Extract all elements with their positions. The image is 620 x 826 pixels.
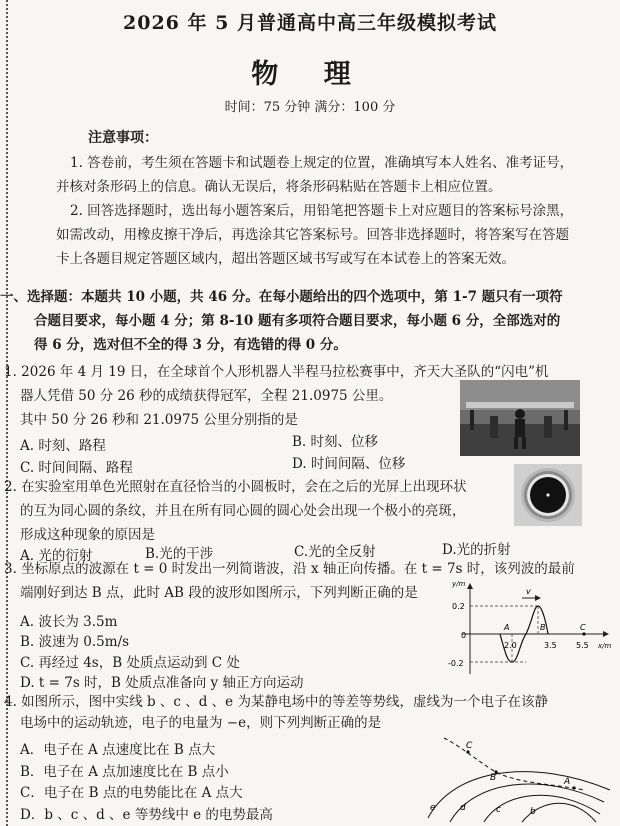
x-tick-label: 5.5 <box>576 641 589 650</box>
notice-heading: 注意事项： <box>88 130 158 146</box>
question-1-text: 1. 2026 年 4 月 19 日，在全球首个人形机器人半程马拉松赛事中，齐天大圣队的“闪电”机 <box>4 364 549 380</box>
y-tick-label: -0.2 <box>448 659 464 668</box>
notice-line: 如需改动，用橡皮擦干净后，再选涂其它答案标号。回答非选择题时，将答案写在答题 <box>56 227 569 243</box>
diffraction-rings-photo <box>514 464 582 526</box>
question-1-option-b[interactable]: B. 时刻、位移 <box>292 434 379 450</box>
question-1-text: 其中 50 分 26 秒和 21.0975 公里分别指的是 <box>20 412 298 428</box>
equipotential-line-e <box>428 772 610 818</box>
point-label: B <box>540 623 546 632</box>
y-axis-label: y/m <box>452 580 466 588</box>
line-label: c <box>496 805 501 815</box>
question-2-text: 2. 在实验室用单色光照射在直径恰当的小圆板时，会在之后的光屏上出现环状 <box>4 479 467 495</box>
question-2-text: 的互为同心圆的条纹，并且在所有同心圆的圆心处会出现一个极小的亮斑， <box>20 503 466 519</box>
time-score: 时间：75 分钟 满分：100 分 <box>224 100 396 115</box>
line-label: d <box>460 803 466 813</box>
point-label: B <box>490 773 497 783</box>
question-2-option-d[interactable]: D.光的折射 <box>442 542 511 558</box>
point-label: A <box>564 777 571 787</box>
equipotential-figure <box>424 728 614 824</box>
question-4-option-a[interactable]: A．电子在 A 点速度比在 B 点大 <box>20 742 216 758</box>
exam-title: 2026 年 5 月普通高中高三年级模拟考试 <box>123 12 497 34</box>
velocity-label: v <box>526 587 531 596</box>
robot-marathon-photo <box>460 380 580 456</box>
notice-line: 卡上各题目规定答题区域内，超出答题区域书写或写在本试卷上的答案无效。 <box>56 251 515 267</box>
question-4-text: 4. 如图所示，图中实线 b 、c 、d 、e 为某静电场中的等差等势线，虚线为一个电子在该静 <box>4 694 548 710</box>
question-3-text: 端刚好到达 B 点，此时 AB 段的波形如图所示，下列判断正确的是 <box>20 585 418 601</box>
section-heading: 得 6 分，选对但不全的得 3 分，有选错的得 0 分。 <box>34 337 347 353</box>
question-4-option-d[interactable]: D．b 、c 、d 、e 等势线中 e 的电势最高 <box>20 807 273 823</box>
question-2-text: 形成这种现象的原因是 <box>20 527 155 543</box>
question-4-option-c[interactable]: C．电子在 B 点的电势能比在 A 点大 <box>20 785 243 801</box>
question-3-option-b[interactable]: B. 波速为 0.5m/s <box>20 634 130 650</box>
x-axis-label: x/m <box>598 642 612 650</box>
question-3-option-a[interactable]: A. 波长为 3.5m <box>20 614 118 630</box>
line-label: e <box>430 803 436 813</box>
section-heading: 合题目要求，每小题 4 分；第 8-10 题有多项符合题目要求，每小题 6 分，全部选对的 <box>34 313 561 329</box>
question-1-option-a[interactable]: A. 时刻、路程 <box>20 438 106 454</box>
question-4-option-b[interactable]: B．电子在 A 点加速度比在 B 点小 <box>20 764 229 780</box>
question-1-option-d[interactable]: D. 时间间隔、位移 <box>292 456 406 472</box>
point-label: C <box>466 741 473 751</box>
question-4-text: 电场中的运动轨迹，电子的电量为 −e，则下列判断正确的是 <box>20 715 382 731</box>
section-heading: 一、选择题：本题共 10 小题，共 46 分。在每小题给出的四个选项中，第 1-7 题只有一项符 <box>0 289 563 305</box>
question-3-option-c[interactable]: C. 再经过 4s，B 处质点运动到 C 处 <box>20 655 240 671</box>
point-label: A <box>504 623 510 632</box>
question-3-text: 3. 坐标原点的波源在 t = 0 时发出一列简谐波，沿 x 轴正向传播。在 t = 7s 时，该列波的最前 <box>4 561 575 577</box>
subject-title: 物 理 <box>251 59 369 90</box>
x-tick-label: 3.5 <box>544 641 557 650</box>
electron-trajectory <box>444 738 584 790</box>
question-2-option-a[interactable]: A. 光的衍射 <box>20 548 93 564</box>
point-label: C <box>580 623 586 632</box>
x-tick-label: 2.0 <box>504 641 517 650</box>
origin-label: 0 <box>461 631 467 640</box>
notice-line: 1. 答卷前，考生须在答题卡和试题卷上规定的位置，准确填写本人姓名、准考证号， <box>70 155 574 171</box>
question-2-option-b[interactable]: B.光的干涉 <box>145 546 214 562</box>
question-1-option-c[interactable]: C. 时间间隔、路程 <box>20 460 133 476</box>
wave-figure <box>442 578 614 678</box>
y-tick-label: 0.2 <box>452 602 465 611</box>
question-2-option-c[interactable]: C.光的全反射 <box>294 544 376 560</box>
line-label: b <box>530 807 536 817</box>
equipotential-line-c <box>484 795 600 822</box>
question-3-option-d[interactable]: D. t = 7s 时，B 处质点准备向 y 轴正方向运动 <box>20 675 304 691</box>
notice-line: 并核对条形码上的信息。确认无误后，将条形码粘贴在答题卡上相应位置。 <box>56 179 502 195</box>
notice-line: 2. 回答选择题时，选出每小题答案后，用铅笔把答题卡上对应题目的答案标号涂黑， <box>70 203 574 219</box>
question-1-text: 器人凭借 50 分 26 秒的成绩获得冠军，全程 21.0975 公里。 <box>20 388 393 404</box>
